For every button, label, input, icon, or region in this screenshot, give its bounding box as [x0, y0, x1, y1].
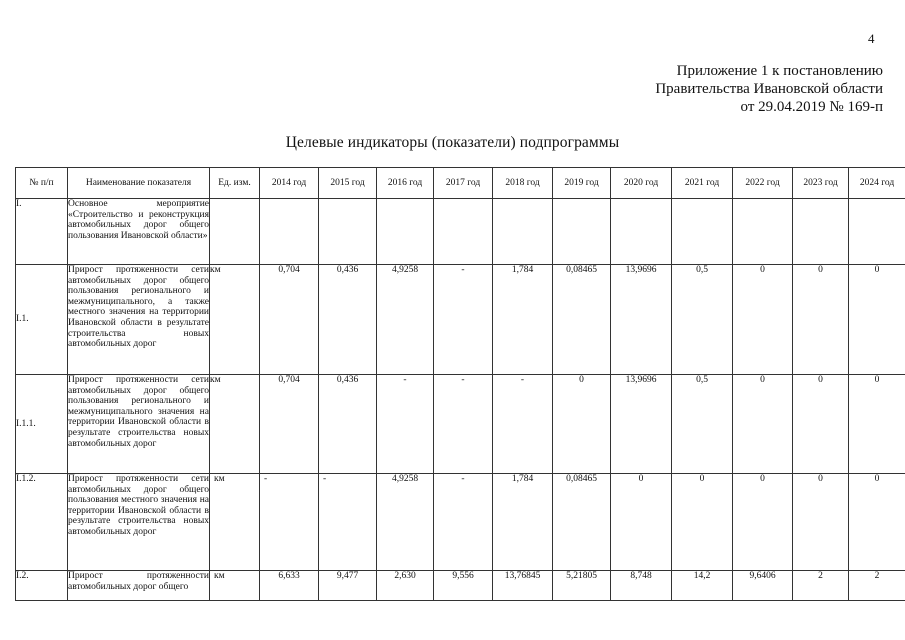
row-unit: км — [210, 474, 260, 571]
header-year: 2019 год — [553, 168, 611, 199]
header-year: 2015 год — [319, 168, 377, 199]
header-year: 2017 год — [434, 168, 493, 199]
row-value: 1,784 — [493, 474, 553, 571]
indicators-table — [15, 167, 905, 601]
row-value: 2 — [793, 571, 849, 601]
appendix-line: Приложение 1 к постановлению — [676, 63, 883, 79]
header-year: 2024 год — [849, 168, 905, 199]
row-value: 0 — [611, 474, 672, 571]
row-value — [553, 199, 611, 265]
table-row — [16, 199, 905, 265]
header-unit: Ед. изм. — [210, 168, 260, 199]
row-value: 0,704 — [260, 265, 319, 375]
row-unit: км — [210, 265, 260, 375]
row-code: I.1.2. — [16, 474, 68, 571]
row-value: - — [377, 375, 434, 474]
row-value: 5,21805 — [553, 571, 611, 601]
row-value: - — [434, 474, 493, 571]
header-year: 2016 год — [377, 168, 434, 199]
table-row — [16, 375, 905, 474]
header-year: 2023 год — [793, 168, 849, 199]
row-code: I.1.1. — [16, 375, 68, 474]
row-value — [611, 199, 672, 265]
row-value: 6,633 — [260, 571, 319, 601]
row-value: 2,630 — [377, 571, 434, 601]
row-unit: км — [210, 375, 260, 474]
row-value: 0,08465 — [553, 265, 611, 375]
row-value: 0 — [672, 474, 733, 571]
page-number: 4 — [868, 31, 875, 46]
row-value: 4,9258 — [377, 474, 434, 571]
row-value: 0 — [849, 375, 905, 474]
appendix-line: Правительства Ивановской области — [655, 81, 883, 97]
row-value: 14,2 — [672, 571, 733, 601]
row-value — [493, 199, 553, 265]
row-value — [793, 199, 849, 265]
row-value: 0 — [849, 265, 905, 375]
row-value: 2 — [849, 571, 905, 601]
header-number: № п/п — [16, 168, 68, 199]
row-value — [319, 199, 377, 265]
header-year: 2022 год — [733, 168, 793, 199]
row-value: 4,9258 — [377, 265, 434, 375]
row-value: 0 — [553, 375, 611, 474]
row-value — [849, 199, 905, 265]
row-value: - — [319, 474, 377, 571]
header-year: 2018 год — [493, 168, 553, 199]
row-code: I. — [16, 199, 68, 265]
row-value: - — [434, 375, 493, 474]
row-code: I.2. — [16, 571, 68, 601]
row-value: 0 — [733, 375, 793, 474]
row-value: 9,556 — [434, 571, 493, 601]
header-year: 2020 год — [611, 168, 672, 199]
row-name: Прирост протяженности сети автомобильных дорог общего пользования регионального и межмуниципального, а также местного значения на территории Ивановской области в результате строительства новых автомобильных дорог — [68, 265, 210, 375]
appendix-line: от 29.04.2019 № 169-п — [740, 99, 883, 115]
row-value: 0,436 — [319, 265, 377, 375]
row-name: Основное мероприятие «Строительство и реконструкция автомобильных дорог общего пользования Ивановской области» — [68, 199, 210, 265]
table-row — [16, 571, 905, 601]
row-value: 0 — [793, 375, 849, 474]
row-value — [733, 199, 793, 265]
row-name: Прирост протяженности сети автомобильных дорог общего пользования местного значения на территории Ивановской области в результате строительства новых автомобильных дорог — [68, 474, 210, 571]
row-value: 0 — [733, 265, 793, 375]
row-value: 1,784 — [493, 265, 553, 375]
appendix-note — [655, 62, 883, 116]
row-value — [672, 199, 733, 265]
row-value: 0,08465 — [553, 474, 611, 571]
row-code: I.1. — [16, 265, 68, 375]
row-value — [260, 199, 319, 265]
row-value: 8,748 — [611, 571, 672, 601]
row-value: 13,9696 — [611, 265, 672, 375]
document-title: Целевые индикаторы (показатели) подпрограммы — [285, 134, 620, 151]
table-header-row — [16, 168, 905, 199]
header-year: 2021 год — [672, 168, 733, 199]
table-row — [16, 265, 905, 375]
row-value: 0,5 — [672, 265, 733, 375]
row-value — [377, 199, 434, 265]
row-value: 0,436 — [319, 375, 377, 474]
row-value: 13,9696 — [611, 375, 672, 474]
row-unit — [210, 199, 260, 265]
row-name: Прирост протяженности сети автомобильных дорог общего пользования регионального и межмуниципального значения на территории Ивановской области в результате строительства новых автомобильных дорог — [68, 375, 210, 474]
row-value: - — [260, 474, 319, 571]
row-value: - — [434, 265, 493, 375]
row-value: 0,5 — [672, 375, 733, 474]
row-value: 9,477 — [319, 571, 377, 601]
row-unit: км — [210, 571, 260, 601]
row-name: Прирост протяженности автомобильных дорог общего — [68, 571, 210, 601]
row-value — [434, 199, 493, 265]
row-value: 0 — [849, 474, 905, 571]
header-year: 2014 год — [260, 168, 319, 199]
row-value: 0 — [793, 474, 849, 571]
table-row — [16, 474, 905, 571]
row-value: 0,704 — [260, 375, 319, 474]
header-name: Наименование показателя — [68, 168, 210, 199]
row-value: 0 — [733, 474, 793, 571]
row-value: - — [493, 375, 553, 474]
row-value: 0 — [793, 265, 849, 375]
row-value: 9,6406 — [733, 571, 793, 601]
row-value: 13,76845 — [493, 571, 553, 601]
